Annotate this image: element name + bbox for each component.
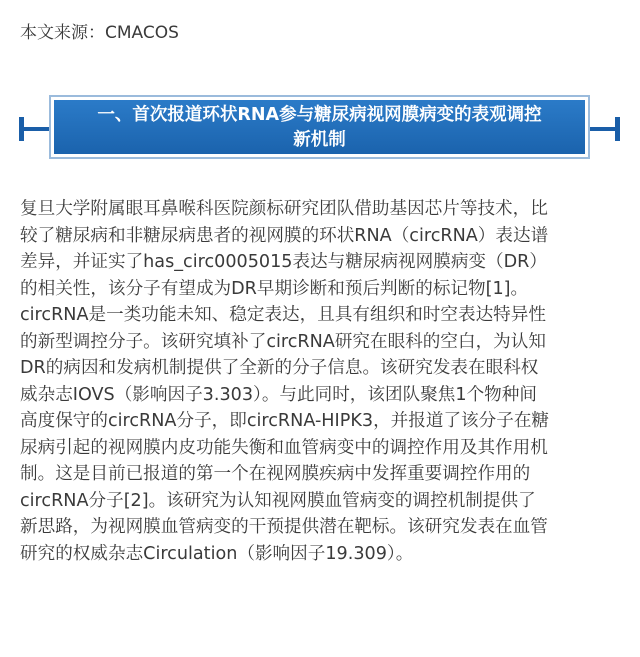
article-paragraph [20,196,628,567]
heading-banner-frame [49,95,590,159]
paragraph-line: 制。这是目前已报道的第一个在视网膜疾病中发挥重要调控作用的 [20,464,531,484]
heading-left-tick [19,117,24,141]
paragraph-line: circRNA是一类功能未知、稳定表达，且具有组织和时空表达特异性 [20,305,546,325]
paragraph-line: circRNA分子[2]。该研究为认知视网膜血管病变的调控机制提供了 [20,490,536,511]
paragraph-line: 复旦大学附属眼耳鼻喉科医院颜标研究团队借助基因芯片等技术，比 [20,199,548,219]
paragraph-line: 高度保守的circRNA分子，即circRNA-HIPK3，并报道了该分子在糖 [20,411,550,431]
paragraph-line: 的新型调控分子。该研究填补了circRNA研究在眼科的空白，为认知 [20,331,546,352]
paragraph-line: 差异，并证实了has_circ0005015表达与糖尿病视网膜病变（DR） [20,252,547,272]
paragraph-line: 研究的权威杂志Circulation（影响因子19.309）。 [20,543,414,564]
paragraph-line: 新思路，为视网膜血管病变的干预提供潜在靶标。该研究发表在血管 [20,517,548,537]
paragraph-line: 威杂志IOVS（影响因子3.303）。与此同时，该团队聚焦1个物种间 [20,384,537,405]
heading-line-2: 新机制 [293,130,346,150]
paragraph-line: 较了糖尿病和非糖尿病患者的视网膜的环状RNA（circRNA）表达谱 [20,225,549,246]
heading-line-1: 一、首次报道环状RNA参与糖尿病视网膜病变的表观调控 [97,105,542,125]
article-source: 本文来源：CMACOS [20,23,179,43]
heading-banner [54,100,585,154]
section-heading [19,95,620,165]
paragraph-line: 尿病引起的视网膜内皮功能失衡和血管病变中的调控作用及其作用机 [20,437,548,458]
paragraph-line: 的相关性，该分子有望成为DR早期诊断和预后判断的标记物[1]。 [20,278,529,299]
heading-right-tick [615,117,620,141]
paragraph-line: DR的病因和发病机制提供了全新的分子信息。该研究发表在眼科权 [20,358,539,378]
